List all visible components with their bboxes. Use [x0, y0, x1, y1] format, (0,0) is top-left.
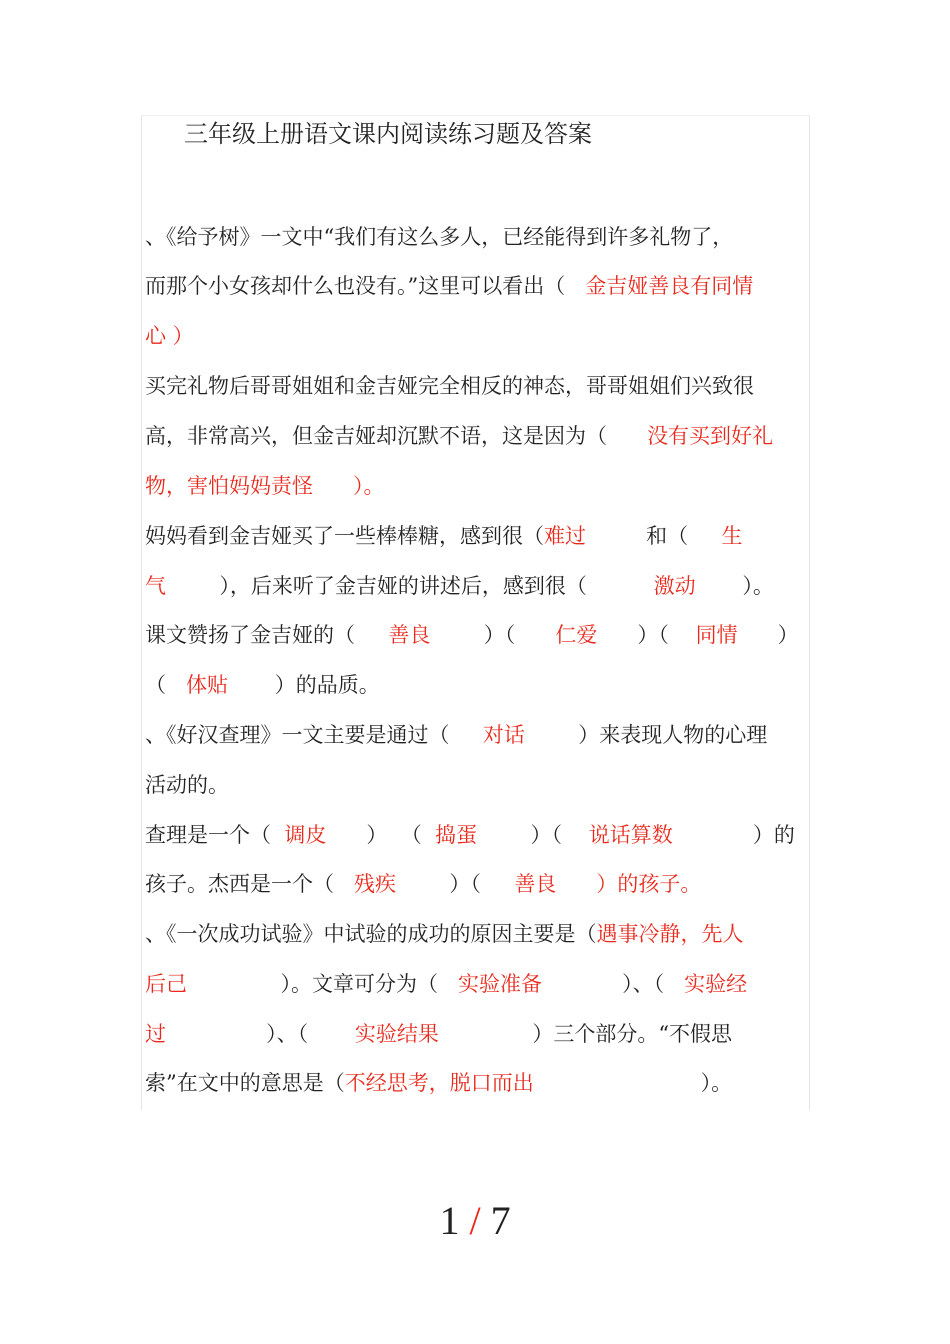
question-text: 而那个小女孩却什么也没有。”这里可以看出（: [145, 274, 586, 298]
text-line: [145, 466, 385, 506]
question-text: 索”在文中的意思是（: [145, 1071, 345, 1095]
text-line: [145, 815, 795, 855]
page-frame: [141, 115, 810, 1110]
answer-text: 物，害怕妈妈责怪 ）。: [145, 474, 385, 498]
question-text: ）来表现人物的心理: [524, 723, 768, 747]
text-line: [145, 1014, 732, 1054]
answer-text: 同情: [695, 623, 738, 647]
answer-text: 没有买到好礼: [647, 424, 774, 448]
question-text: ）（: [396, 872, 515, 896]
question-text: 、《一次成功试验》中试验的成功的原因主要是（: [145, 922, 597, 946]
question-text: 孩子。杰西是一个（: [145, 872, 355, 896]
answer-text: 实验结果: [354, 1022, 439, 1046]
answer-text: 说话算数: [588, 823, 673, 847]
question-text: 高，非常高兴，但金吉娅却沉默不语，这是因为（: [145, 424, 648, 448]
answer-text: 善良: [388, 623, 431, 647]
answer-text: 激动: [653, 574, 696, 598]
page-separator: /: [469, 1198, 481, 1243]
answer-text: 对话: [482, 723, 525, 747]
text-line: [145, 715, 767, 755]
text-line: [145, 964, 747, 1004]
answer-text: 金吉娅善良有同情: [585, 274, 754, 298]
question-text: ）。: [533, 1071, 733, 1095]
question-text: 课文赞扬了金吉娅的（: [145, 623, 389, 647]
answer-text: 气: [145, 574, 166, 598]
question-text: ）（: [597, 623, 696, 647]
page-total: 7: [490, 1198, 511, 1243]
answer-text: 过: [145, 1022, 166, 1046]
answer-text: 调皮: [284, 823, 327, 847]
answer-text: 不经思考，脱口而出: [344, 1071, 534, 1095]
question-text: （: [145, 673, 187, 697]
question-text: ）: [737, 623, 799, 647]
question-text: ）（: [430, 623, 556, 647]
answer-text: 实验经: [684, 972, 748, 996]
question-text: 、《给予树》一文中“我们有这么多人，已经能得到许多礼物了，: [145, 225, 734, 249]
answer-text: ）的孩子。: [556, 872, 702, 896]
answer-text: 实验准备: [457, 972, 542, 996]
question-text: 查理是一个（: [145, 823, 285, 847]
document-title: 三年级上册语文课内阅读练习题及答案: [184, 120, 592, 148]
text-line: [145, 615, 799, 655]
answer-text: 后己: [145, 972, 187, 996]
question-text: ）的品质。: [228, 673, 380, 697]
question-text: ）三个部分。“不假思: [438, 1022, 733, 1046]
answer-text: 难过: [544, 524, 586, 548]
answer-text: 残疾: [354, 872, 397, 896]
text-line: [145, 366, 754, 406]
question-text: ），后来听了金吉娅的讲述后，感到很（: [166, 574, 654, 598]
question-text: ）。: [695, 574, 774, 598]
question-text: 买完礼物后哥哥姐姐和金吉娅完全相反的神态，哥哥姐姐们兴致很: [145, 374, 754, 398]
text-line: [145, 416, 773, 456]
text-line: [145, 665, 380, 705]
text-line: [145, 516, 742, 556]
text-line: [145, 316, 194, 356]
question-text: ）的: [672, 823, 795, 847]
question-text: ）（: [477, 823, 589, 847]
question-text: ）。文章可分为（: [187, 972, 458, 996]
text-line: [145, 566, 774, 606]
question-text: ）、（: [541, 972, 685, 996]
text-line: [145, 1063, 732, 1103]
text-line: [145, 266, 753, 306]
answer-text: 遇事冷静，先人: [596, 922, 744, 946]
answer-text: 善良: [514, 872, 557, 896]
question-text: 、《好汉查理》一文主要是通过（: [145, 723, 483, 747]
question-text: 活动的。: [145, 773, 229, 797]
text-line: [145, 914, 744, 954]
answer-text: 心 ）: [145, 324, 194, 348]
question-text: ）、（: [166, 1022, 355, 1046]
question-text: 妈妈看到金吉娅买了一些棒棒糖，感到很（: [145, 524, 544, 548]
answer-text: 生: [721, 524, 743, 548]
text-line: [145, 864, 701, 904]
answer-text: 体贴: [186, 673, 229, 697]
question-text: ） （: [326, 823, 436, 847]
question-text: 和（: [586, 524, 722, 548]
answer-text: 捣蛋: [435, 823, 478, 847]
answer-text: 仁爱: [555, 623, 598, 647]
page-current: 1: [439, 1198, 460, 1243]
page-indicator: [0, 1196, 950, 1246]
text-line: [145, 217, 733, 257]
text-line: [145, 765, 229, 805]
